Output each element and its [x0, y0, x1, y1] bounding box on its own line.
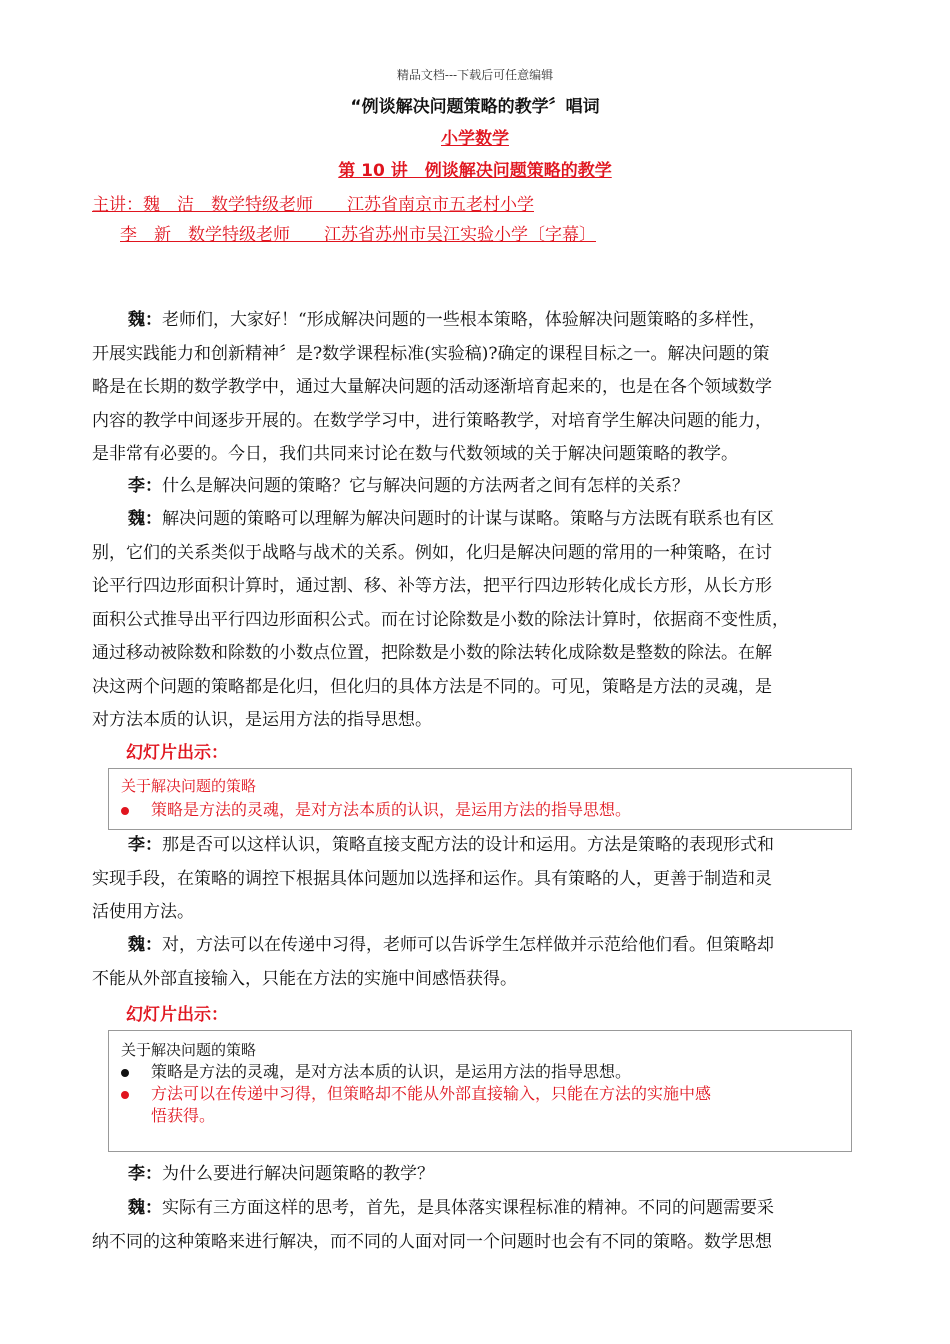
paragraph-line: 决这两个问题的策略都是化归，但化归的具体方法是不同的。可见，策略是方法的灵魂，是 [92, 676, 772, 697]
speaker-label: 魏： [128, 310, 162, 330]
paragraph-line: 对方法本质的认识，是运用方法的指导思想。 [92, 710, 432, 730]
slide-bullet: 方法可以在传递中习得，但策略却不能从外部直接输入，只能在方法的实施中感 [121, 1081, 711, 1104]
bullet-dot-icon [121, 1091, 129, 1099]
paragraph-line: 李：那是否可以这样认识，策略直接支配方法的设计和运用。方法是策略的表现形式和 [128, 835, 774, 855]
bullet-dot-icon [121, 807, 129, 815]
slide-bullet-continuation: 悟获得。 [151, 1106, 216, 1125]
paragraph-line: 面积公式推导出平行四边形面积公式。而在讨论除数是小数的除法计算时，依据商不变性质， [92, 609, 789, 630]
bullet-dot-icon [121, 1069, 129, 1077]
slide-label: 幻灯片出示： [126, 743, 228, 763]
dialogue-paragraph [92, 1158, 860, 1192]
speaker-label: 魏： [128, 935, 162, 955]
dialogue-paragraph [92, 503, 860, 738]
dialogue-paragraph [92, 1192, 860, 1259]
top-note: 精品文档---下载后可任意编辑 [396, 68, 554, 82]
paragraph-line: 是非常有必要的。今日，我们共同来讨论在数与代数领域的关于解决问题策略的教学。 [92, 444, 738, 464]
paragraph-line: 略是在长期的数学教学中，通过大量解决问题的活动逐渐培育起来的，也是在各个领域数学 [92, 377, 772, 397]
dialogue-paragraph [92, 304, 860, 472]
speaker-label: 魏： [128, 1198, 162, 1218]
dialogue-paragraph [92, 929, 860, 996]
lecture-heading: 第 10 讲 例谈解决问题策略的教学 [338, 161, 612, 181]
dialogue-paragraph [92, 470, 860, 504]
paragraph-line: 活使用方法。 [92, 902, 194, 922]
paragraph-line: 不能从外部直接输入，只能在方法的实施中间感悟获得。 [92, 968, 517, 989]
paragraph-line: 别，它们的关系类似于战略与战术的关系。例如，化归是解决问题的常用的一种策略，在讨 [92, 542, 772, 563]
slide-title: 关于解决问题的策略 [121, 777, 257, 795]
paragraph-line: 实现手段，在策略的调控下根据具体问题加以选择和运作。具有策略的人，更善于制造和灵 [92, 868, 772, 889]
paragraph-line: 李：为什么要进行解决问题策略的教学？ [128, 1164, 434, 1184]
slide-bullet: 策略是方法的灵魂，是对方法本质的认识，是运用方法的指导思想。 [121, 1059, 631, 1082]
credit-line-1: 主讲：魏 洁 数学特级老师 江苏省南京市五老村小学 [92, 195, 534, 215]
slide-label: 幻灯片出示： [126, 1005, 228, 1025]
slide-title: 关于解决问题的策略 [121, 1041, 257, 1059]
paragraph-line: 通过移动被除数和除数的小数点位置，把除数是小数的除法转化成除数是整数的除法。在解 [92, 643, 772, 663]
paragraph-line: 论平行四边形面积计算时，通过割、移、补等方法，把平行四边形转化成长方形，从长方形 [92, 576, 772, 596]
speaker-label: 李： [128, 476, 162, 496]
paragraph-line: 魏：老师们，大家好！“形成解决问题的一些根本策略，体验解决问题策略的多样性， [128, 310, 766, 330]
paragraph-line: 魏：实际有三方面这样的思考，首先，是具体落实课程标准的精神。不同的问题需要采 [128, 1198, 774, 1218]
speaker-label: 李： [128, 835, 162, 855]
credit-line-2: 李 新 数学特级老师 江苏省苏州市吴江实验小学〔字幕〕 [120, 225, 596, 245]
slide-bullet: 策略是方法的灵魂，是对方法本质的认识，是运用方法的指导思想。 [121, 797, 631, 820]
dialogue-paragraph [92, 829, 860, 930]
speaker-label: 魏： [128, 509, 162, 529]
subject-heading: 小学数学 [441, 129, 509, 149]
paragraph-line: 魏：对，方法可以在传递中习得，老师可以告诉学生怎样做并示范给他们看。但策略却 [128, 935, 774, 955]
paragraph-line: 李：什么是解决问题的策略？它与解决问题的方法两者之间有怎样的关系？ [128, 476, 689, 496]
document-title: “例谈解决问题策略的教学〞唱词 [350, 97, 600, 117]
paragraph-line: 魏：解决问题的策略可以理解为解决问题时的计谋与谋略。策略与方法既有联系也有区 [128, 509, 774, 529]
paragraph-line: 开展实践能力和创新精神〞是?数学课程标准(实验稿)?确定的课程目标之一。解决问题的策 [92, 343, 770, 364]
slide-box [108, 768, 852, 830]
speaker-label: 李： [128, 1164, 162, 1184]
paragraph-line: 纳不同的这种策略来进行解决，而不同的人面对同一个问题时也会有不同的策略。数学思想 [92, 1231, 772, 1252]
slide-box [108, 1030, 852, 1152]
paragraph-line: 内容的教学中间逐步开展的。在数学学习中，进行策略教学，对培育学生解决问题的能力， [92, 410, 772, 431]
